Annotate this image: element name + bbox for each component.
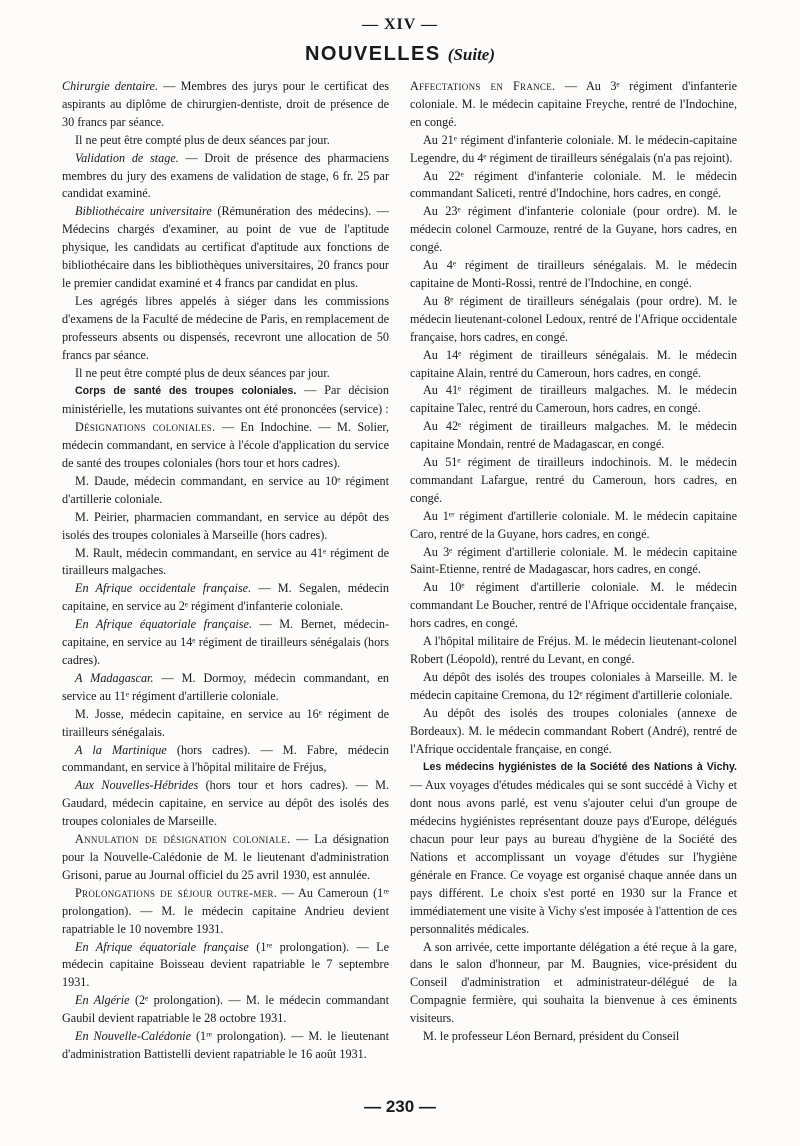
paragraph-text: — Au Cameroun (1ʳᵉ prolongation). — M. le médecin capitaine Andrieu devient rapatriable le 10 novembre 1931.: [62, 885, 389, 936]
paragraph-text: — Droit de présence des pharmaciens membres du jury des examens de validation de stage, 6 fr. 25 par candidat examiné.: [62, 150, 389, 201]
paragraph-lead: Chirurgie dentaire.: [62, 79, 159, 93]
paragraph-text: Au 41ᵉ régiment de tirailleurs malgaches. M. le médecin capitaine Talec, rentré du Cameroun, hors cadres, en congé.: [410, 383, 737, 416]
paragraph-lead: En Nouvelle-Calédonie: [75, 1029, 191, 1044]
paragraph: [62, 419, 389, 473]
paragraph: [410, 132, 737, 168]
paragraph: [62, 132, 389, 150]
paragraph: [410, 508, 737, 544]
paragraph: [410, 203, 737, 257]
paragraph-text: — En Indochine. — M. Solier, médecin commandant, en service à l'école d'application du service de santé des troupes coloniales (hors tour et hors cadres).: [62, 420, 390, 471]
paragraph-text: Au 4ᵉ régiment de tirailleurs sénégalais. M. le médecin capitaine de Monti-Rossi, rentré de l'Indochine, en congé.: [410, 258, 737, 290]
paragraph-lead: Les médecins hygiénistes de la Société des Nations à Vichy.: [423, 761, 737, 774]
paragraph-lead: Aux Nouvelles-Hébrides: [75, 778, 199, 793]
paragraph: [410, 544, 737, 580]
paragraph-text: Il ne peut être compté plus de deux séances par jour.: [75, 365, 330, 380]
paragraph-text: Les agrégés libres appelés à siéger dans les commissions d'examens de la Faculté de médecine de Paris, en remplacement de professeurs absents ou dispensés, recevront une allocation de 50 francs par séance.: [62, 293, 389, 362]
paragraph: [62, 545, 389, 581]
left-column: [62, 78, 389, 1064]
section-title: [0, 43, 800, 66]
paragraph-lead: En Afrique occidentale française.: [75, 581, 252, 596]
paragraph: [62, 831, 389, 885]
paragraph: [410, 382, 737, 418]
paragraph: [410, 168, 737, 204]
paragraph: [410, 633, 737, 669]
paragraph-text: (hors cadres). — M. Fabre, médecin commandant, en service à l'hôpital militaire de Fréjus,: [62, 742, 389, 775]
paragraph: [410, 939, 737, 1029]
paragraph-text: — Aux voyages d'études médicales qui se sont succédé à Vichy et dont nous avons parlé, est venu s'ajouter celui d'un groupe de médecins hygiénistes représentant douze pays d'Europe, délégués chacun pour leur pays au bureau d'hygiène de la Société des Nations et accomplissant un voyage d'études sur l'hygiène générale en France. Ce voyage est organisé chaque année dans un pays différent. Le choix s'est porté en 1930 sur la France et immédiatement une visite à Vichy s'est imposée à l'attention de ces personnalités médicales.: [410, 778, 737, 936]
paragraph: [62, 382, 389, 419]
paragraph-text: — Par décision ministérielle, les mutations suivantes ont été prononcées (service) :: [62, 383, 389, 417]
paragraph-text: — M. Segalen, médecin capitaine, en service au 2ᵉ régiment d'infanterie coloniale.: [62, 581, 389, 614]
paragraph: [62, 992, 389, 1028]
paragraph-text: Il ne peut être compté plus de deux séances par jour.: [75, 132, 330, 147]
paragraph-text: Au 42ᵉ régiment de tirailleurs malgaches. M. le médecin capitaine Mondain, rentré de Madagascar, en congé.: [410, 419, 737, 452]
paragraph-text: — M. Bernet, médecin-capitaine, en service au 14ᵉ régiment de tirailleurs sénégalais (hors cadres).: [62, 617, 390, 667]
paragraph-lead: Corps de santé des troupes coloniales.: [75, 385, 297, 398]
paragraph-lead: Validation de stage.: [75, 150, 179, 165]
paragraph: [62, 150, 389, 204]
paragraph-lead: A Madagascar.: [75, 670, 154, 685]
paragraph: [410, 579, 737, 633]
paragraph: [62, 706, 389, 742]
paragraph-text: M. Peirier, pharmacien commandant, en service au dépôt des isolés des troupes coloniales à Marseille (hors cadres).: [62, 509, 389, 542]
paragraph: [62, 1028, 389, 1064]
paragraph: [62, 777, 389, 831]
paragraph: [410, 347, 737, 383]
title-suite: (Suite): [447, 45, 496, 64]
paragraph-text: M. Josse, médecin capitaine, en service au 16ᵉ régiment de tirailleurs sénégalais.: [62, 706, 389, 739]
paragraph-text: (1ʳᵉ prolongation). — Le médecin capitaine Boisseau devient rapatriable le 7 septembre 1931.: [62, 939, 390, 990]
paragraph-text: M. Rault, médecin commandant, en service au 41ᵉ régiment de tirailleurs malgaches.: [62, 545, 389, 578]
paragraph: [62, 885, 389, 939]
paragraph: [410, 454, 737, 508]
paragraph-text: (2ᵉ prolongation). — M. le médecin commandant Gaubil devient rapatriable le 28 octobre 1931.: [62, 993, 389, 1026]
paragraph-text: Au dépôt des isolés des troupes coloniales à Marseille. M. le médecin capitaine Cremona, du 12ᵉ régiment d'artillerie coloniale.: [410, 669, 737, 702]
paragraph-text: Au 22ᵉ régiment d'infanterie coloniale. M. le médecin commandant Saliceti, rentré d'Indochine, hors cadres, en congé.: [410, 168, 737, 201]
paragraph-lead: A la Martinique: [75, 742, 167, 757]
paragraph: [410, 705, 737, 759]
paragraph-text: (Rémunération des médecins). — Médecins chargés d'examiner, au point de vue de l'aptitude physique, les candidats au certificat d'aptitude aux fonctions de bibliothécaire dans les bibliothèques universitaires, 20 francs pour le premier candidat examiné et 4 francs par candidat en plus.: [62, 204, 389, 290]
paragraph-text: A l'hôpital militaire de Fréjus. M. le médecin lieutenant-colonel Robert (Léopold), rentré du Levant, en congé.: [410, 634, 737, 666]
paragraph-lead: Annulation de désignation coloniale.: [75, 832, 291, 847]
paragraph-lead: Affectations en France.: [410, 79, 556, 93]
paragraph-text: M. le professeur Léon Bernard, président du Conseil: [423, 1029, 680, 1044]
paragraph-lead: En Afrique équatoriale française: [75, 939, 249, 954]
paragraph-text: Au 23ᵉ régiment d'infanterie coloniale (pour ordre). M. le médecin colonel Carmouze, rentré de la Guyane, hors cadres, en congé.: [410, 204, 737, 255]
paragraph-text: (1ʳᵉ prolongation). — M. le lieutenant d'administration Battistelli devient rapatriable le 16 août 1931.: [62, 1029, 390, 1061]
paragraph-text: — Au 3ᵉ régiment d'infanterie coloniale. M. le médecin capitaine Freyche, rentré de l'Indochine, en congé.: [410, 79, 737, 129]
paragraph: [62, 939, 389, 993]
paragraph-text: Au dépôt des isolés des troupes coloniales (annexe de Bordeaux). M. le médecin commandant Robert (André), rentré de l'Afrique occidentale française, en congé.: [410, 705, 737, 756]
paragraph: [62, 742, 389, 778]
paragraph: [410, 257, 737, 293]
title-text: NOUVELLES: [304, 43, 441, 65]
paragraph-text: Au 3ᵉ régiment d'artillerie coloniale. M. le médecin capitaine Saint-Etienne, rentré de Madagascar, hors cadres, en congé.: [410, 544, 737, 577]
paragraph-text: Au 8ᵉ régiment de tirailleurs sénégalais (pour ordre). M. le médecin lieutenant-colonel Ledoux, rentré de l'Afrique occidentale française, hors cadres, en congé.: [410, 293, 737, 344]
paragraph: [62, 293, 389, 365]
paragraph-text: Au 1ᵉʳ régiment d'artillerie coloniale. M. le médecin capitaine Caro, rentré de la Guyane, hors cadres, en congé.: [410, 508, 737, 541]
paragraph: [410, 418, 737, 454]
paragraph-lead: Désignations coloniales.: [75, 420, 216, 435]
paragraph-lead: Prolongations de séjour outre-mer.: [75, 885, 278, 900]
paragraph: [62, 670, 389, 706]
page-number: — 230 —: [364, 1097, 436, 1116]
paragraph-text: — Membres des jurys pour le certificat des aspirants au diplôme de chirurgien-dentiste, droit de présence de 30 francs par séance.: [62, 79, 389, 129]
paragraph: [62, 509, 389, 545]
page-roman-numeral: — XIV —: [361, 16, 439, 33]
paragraph: [62, 78, 389, 132]
paragraph: [62, 203, 389, 293]
paragraph: [62, 580, 389, 616]
paragraph-text: — M. Dormoy, médecin commandant, en service au 11ᵉ régiment d'artillerie coloniale.: [62, 670, 389, 703]
paragraph: [410, 758, 737, 938]
paragraph-text: Au 51ᵉ régiment de tirailleurs indochinois. M. le médecin commandant Lafargue, rentré du Cameroun, hors cadres, en congé.: [410, 455, 737, 505]
paragraph: [410, 78, 737, 132]
paragraph: [62, 365, 389, 383]
paragraph: [410, 293, 737, 347]
paragraph-text: — La désignation pour la Nouvelle-Calédonie de M. le lieutenant d'administration Grisoni, parue au Journal officiel du 25 avril 1930, est annulée.: [62, 832, 390, 882]
paragraph: [410, 669, 737, 705]
paragraph-text: (hors tour et hors cadres). — M. Gaudard, médecin capitaine, en service au dépôt des isolés des troupes coloniales de Marseille.: [62, 778, 390, 829]
paragraph: [62, 473, 389, 509]
paragraph-text: Au 10ᵉ régiment d'artillerie coloniale. M. le médecin commandant Le Boucher, rentré de l'Afrique occidentale française, hors cadres, en congé.: [410, 580, 737, 631]
paragraph-text: M. Daude, médecin commandant, en service au 10ᵉ régiment d'artillerie coloniale.: [62, 473, 389, 506]
paragraph-lead: En Algérie: [75, 993, 130, 1008]
paragraph-lead: En Afrique équatoriale française.: [75, 617, 253, 632]
paragraph-text: Au 14ᵉ régiment de tirailleurs sénégalais. M. le médecin capitaine Alain, rentré du Cameroun, hors cadres, en congé.: [410, 347, 737, 380]
paragraph-text: Au 21ᵉ régiment d'infanterie coloniale. M. le médecin-capitaine Legendre, du 4ᵉ régiment de tirailleurs sénégalais (n'a pas rejoint).: [410, 132, 737, 165]
paragraph-text: A son arrivée, cette importante délégation a été reçue à la gare, dans le salon d'honneur, par M. Baugnies, vice-président du Conseil d'administration et administrateur-délégué de la Compagnie fermière, qui souhaita la bienvenue à ces éminents visiteurs.: [410, 939, 737, 1026]
paragraph: [62, 616, 389, 670]
paragraph: [410, 1028, 737, 1046]
right-column: [410, 78, 737, 1046]
paragraph-lead: Bibliothécaire universitaire: [75, 204, 212, 219]
